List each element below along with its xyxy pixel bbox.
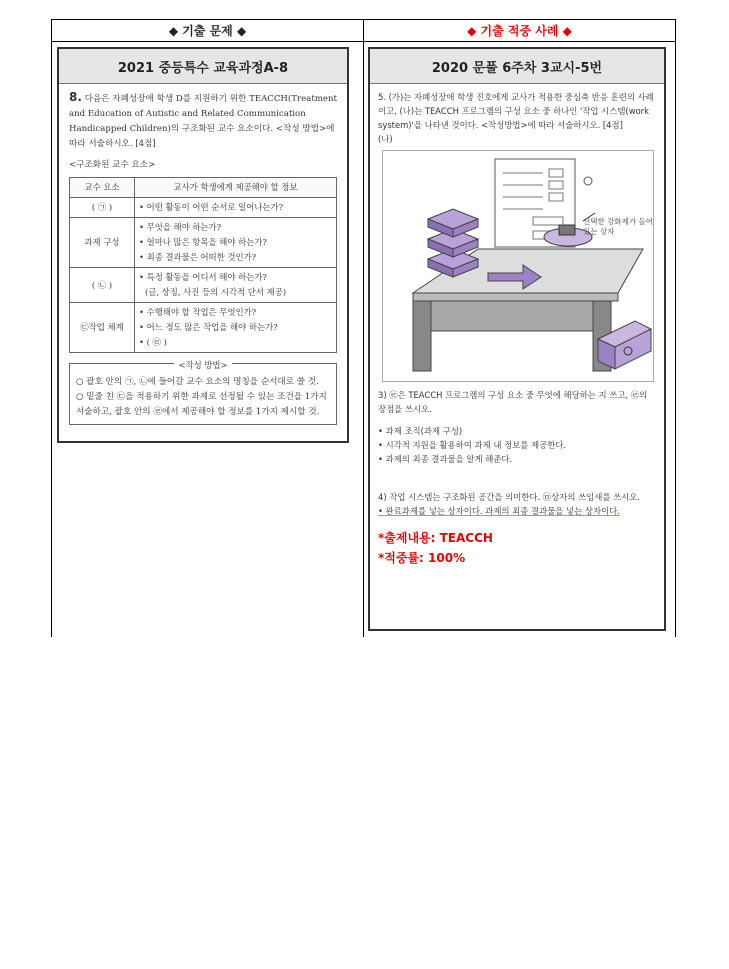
case-question-text: 5. (가)는 자폐성장애 학생 진호에게 교사가 적용한 중심축 반응 훈련의 사례이고, (나)는 TEACCH 프로그램의 구성 요소 중 하나인 '작업 시스템(work system)'을 나타낸 것이다. <작성방법>에 따라 서술하시오. [4점] (378, 92, 654, 130)
exam-title: 2021 중등특수 교육과정A-8 (59, 49, 347, 84)
exam-question-panel (57, 47, 349, 443)
table-row: ( ㉡ ) • 특정 활동을 어디서 해야 하는가? (글, 상징, 사진 등의 시각적 단서 제공) (70, 268, 337, 303)
work-system-illustration (382, 150, 654, 382)
hit-case-panel (368, 47, 666, 631)
subquestion-3: 3) ㉣은 TEACCH 프로그램의 구성 요소 중 무엇에 해당하는 지 쓰고, ㉣의 장점을 쓰시오. (378, 390, 648, 414)
method-item: ○ 괄호 안의 ㉠, ㉡에 들어갈 교수 요소의 명칭을 순서대로 쓸 것. (76, 377, 319, 387)
case-body (370, 84, 664, 574)
answer-4: • 완료과제를 넣는 상자이다. 과제의 최종 결과물을 넣는 상자이다. (378, 506, 620, 516)
question-text: 8. 다음은 자폐성장애 학생 D를 지원하기 위한 TEACCH(Treatment and Education of Autistic and Related Communication Handicapped Children)의 구조화된 교수 요소이다. <작성 방법>에 따라 서술하시오. [4점] (69, 90, 337, 149)
left-header: ◆ 기출 문제 ◆ (52, 20, 363, 42)
table-boxes-drawing (383, 151, 653, 381)
right-header: ◆ 기출 적중 사례 ◆ (364, 20, 675, 42)
table-caption: <구조화된 교수 요소> (69, 160, 156, 170)
table-header-element: 교수 요소 (70, 178, 135, 198)
method-title: <작성 방법> (174, 360, 231, 370)
subquestion-4: 4) 작업 시스템는 구조화된 공간을 의미한다. ㉤상자의 쓰임새를 쓰시오. (378, 492, 641, 502)
writing-method-box (69, 360, 337, 425)
answer-3: • 과제 조직(과제 구성) • 시각적 지원을 활용하여 과제 내 정보를 제공한다. • 과제의 최종 결과물을 알게 해준다. (378, 426, 567, 464)
table-row: 과제 구성 • 무엇을 해야 하는가? • 얼마나 많은 항목을 해야 하는가? • 최종 결과물은 어떠한 것인가? (70, 218, 337, 268)
illustration-label: 선택한 강화제가 들어 있는 상자 (583, 217, 653, 236)
table-header-info: 교사가 학생에게 제공해야 할 정보 (135, 178, 337, 198)
exam-content-note: *출제내용: TEACCH *적중률: 100% (378, 531, 493, 565)
column-divider (363, 20, 364, 637)
exam-body (59, 84, 347, 431)
table-row: ㉢작업 체계 • 수행해야 할 작업은 무엇인가? • 어느 정도 많은 작업을 해야 하는가? • ( ㉣ ) (70, 303, 337, 353)
comparison-frame (51, 19, 676, 637)
case-title: 2020 문풀 6주차 3교시-5번 (370, 49, 664, 84)
section-label: (나) (378, 134, 393, 144)
teaching-element-table (69, 177, 337, 353)
method-item: ○ 밑줄 친 ㉢을 적용하기 위한 과제로 선정될 수 있는 조건을 1가지 서술하고, 괄호 안의 ㉣에서 제공해야 할 정보를 1가지 제시할 것. (76, 392, 327, 417)
table-row: ( ㉠ ) • 어떤 활동이 어떤 순서로 일어나는가? (70, 198, 337, 218)
question-number: 8. (69, 90, 82, 104)
